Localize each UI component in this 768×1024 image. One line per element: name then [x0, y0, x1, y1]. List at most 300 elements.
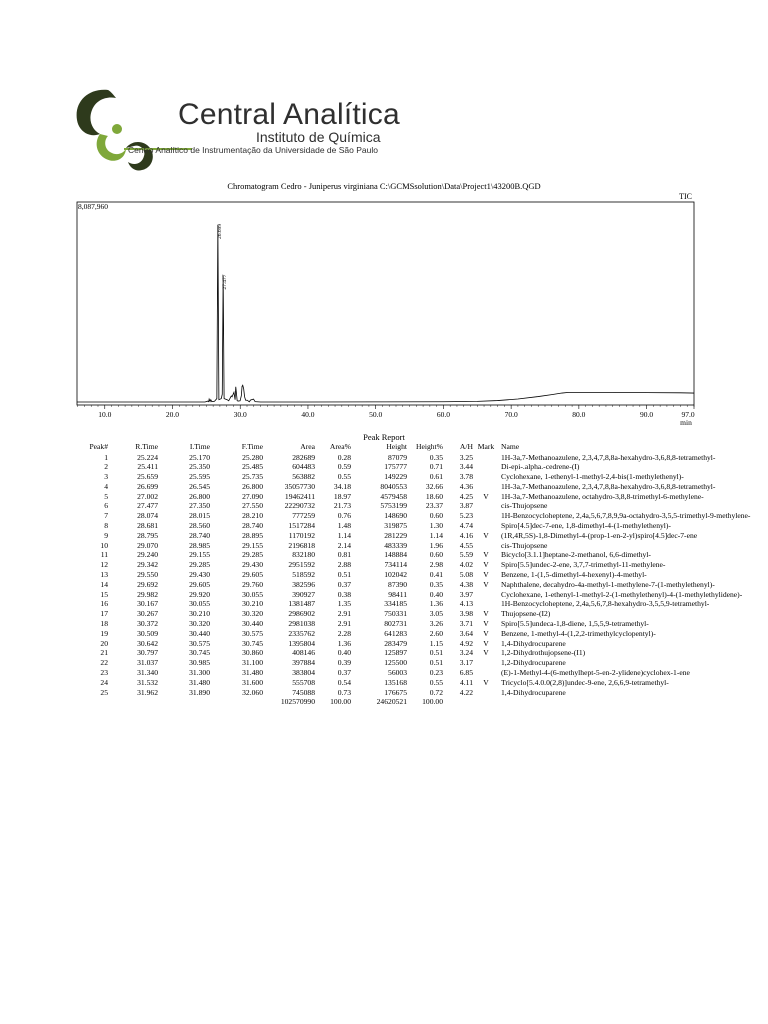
- height-percent-cell: 0.72: [429, 687, 443, 697]
- total-height: 24620521: [376, 697, 407, 707]
- final-time-cell: 28.740: [242, 521, 263, 531]
- x-tick-label: 90.0: [640, 410, 654, 419]
- compound-name-cell: 1,2-Dihydrocuparene: [501, 658, 566, 668]
- retention-time-cell: 30.372: [137, 619, 158, 629]
- height-cell: 283479: [384, 638, 407, 648]
- area-cell: 397884: [292, 658, 315, 668]
- initial-time-cell: 31.300: [189, 668, 210, 678]
- compound-name-cell: Tricyclo[5.4.0.0(2,8)]undec-9-ene, 2,6,6,9-tetramethyl-: [501, 677, 669, 687]
- area-cell: 1517284: [288, 521, 315, 531]
- table-row: [78, 590, 696, 600]
- x-tick-label: 60.0: [436, 410, 450, 419]
- mark-cell: V: [483, 530, 489, 540]
- retention-time-cell: 31.037: [137, 658, 158, 668]
- retention-time-cell: 31.962: [137, 687, 158, 697]
- table-row: [78, 609, 696, 619]
- initial-time-cell: 25.595: [189, 472, 210, 482]
- x-tick-label: 80.0: [572, 410, 586, 419]
- height-percent-cell: 0.60: [429, 550, 443, 560]
- area-height-ratio-cell: 3.71: [459, 619, 473, 629]
- height-cell: 281229: [384, 530, 407, 540]
- mark-cell: V: [483, 628, 489, 638]
- area-height-ratio-cell: 4.36: [459, 481, 473, 491]
- height-cell: 319875: [384, 521, 407, 531]
- compound-name-cell: 1H-Benzocycloheptene, 2,4a,5,6,7,8,9,9a-octahydro-3,5,5-trimethyl-9-methylene-: [501, 511, 751, 521]
- y-max-label: 8,087,960: [78, 202, 108, 211]
- height-cell: 98411: [388, 589, 407, 599]
- mark-cell: [473, 541, 499, 551]
- compound-name-cell: Cyclohexane, 1-ethenyl-1-methyl-2,4-bis(1-methylethenyl)-: [501, 472, 684, 482]
- retention-time-cell: 25.411: [137, 462, 158, 472]
- initial-time-cell: 30.055: [189, 599, 210, 609]
- retention-time-cell: 30.642: [137, 638, 158, 648]
- initial-time-cell: 30.745: [189, 648, 210, 658]
- height-cell: 8040553: [380, 481, 407, 491]
- final-time-cell: 29.760: [242, 579, 263, 589]
- height-cell: 87390: [388, 579, 407, 589]
- area-height-ratio-cell: 5.23: [459, 511, 473, 521]
- mark-cell: V: [483, 560, 489, 570]
- mark-cell: V: [483, 570, 489, 580]
- height-percent-cell: 0.35: [429, 452, 443, 462]
- height-cell: 125500: [384, 658, 407, 668]
- peak-time-label: 26.699: [216, 223, 223, 240]
- x-tick-label: 97.0: [681, 410, 695, 419]
- retention-time-cell: 28.681: [137, 521, 158, 531]
- peak-number-cell: 21: [100, 648, 108, 658]
- area-height-ratio-cell: 4.13: [459, 599, 473, 609]
- table-row: [78, 668, 696, 678]
- mark-cell: [473, 511, 499, 521]
- col-header-height: Height: [386, 442, 407, 452]
- x-tick-label: 70.0: [504, 410, 518, 419]
- area-height-ratio-cell: 3.44: [459, 462, 473, 472]
- height-percent-cell: 1.30: [429, 521, 443, 531]
- initial-time-cell: 30.985: [189, 658, 210, 668]
- area-cell: 2196818: [288, 540, 315, 550]
- initial-time-cell: 29.605: [189, 579, 210, 589]
- mark-cell: V: [483, 677, 489, 687]
- col-header-ah: A/H: [459, 442, 473, 452]
- col-header-rtime: R.Time: [135, 442, 158, 452]
- mark-cell: [473, 472, 499, 482]
- compound-name-cell: Spiro[4.5]dec-7-ene, 1,8-dimethyl-4-(1-methylethenyl)-: [501, 521, 671, 531]
- chromatogram-chart: [0, 190, 768, 430]
- final-time-cell: 28.895: [242, 530, 263, 540]
- initial-time-cell: 30.210: [189, 609, 210, 619]
- peak-number-cell: 3: [104, 472, 108, 482]
- initial-time-cell: 27.350: [189, 501, 210, 511]
- peak-number-cell: 17: [100, 609, 108, 619]
- height-cell: 734114: [384, 560, 407, 570]
- peak-number-cell: 14: [100, 579, 108, 589]
- compound-name-cell: Benzene, 1-methyl-4-(1,2,2-trimethylcyclopentyl)-: [501, 628, 656, 638]
- peak-number-cell: 20: [100, 638, 108, 648]
- final-time-cell: 29.155: [242, 540, 263, 550]
- compound-name-cell: 1,2-Dihydrothujopsene-(I1): [501, 648, 586, 658]
- table-row: [78, 619, 696, 629]
- area-percent-cell: 18.97: [333, 491, 351, 501]
- area-cell: 35057730: [284, 481, 315, 491]
- area-percent-cell: 2.14: [337, 540, 351, 550]
- compound-name-cell: cis-Thujopsene: [501, 501, 548, 511]
- area-percent-cell: 1.48: [337, 521, 351, 531]
- final-time-cell: 25.485: [242, 462, 263, 472]
- x-axis-ticks: [78, 405, 695, 419]
- height-cell: 56003: [388, 668, 407, 678]
- height-percent-cell: 3.05: [429, 609, 443, 619]
- retention-time-cell: 29.692: [137, 579, 158, 589]
- area-height-ratio-cell: 5.08: [459, 570, 473, 580]
- table-row: [78, 472, 696, 482]
- table-row: [78, 580, 696, 590]
- mark-cell: [473, 501, 499, 511]
- area-percent-cell: 2.28: [337, 628, 351, 638]
- area-height-ratio-cell: 4.02: [459, 560, 473, 570]
- peak-number-cell: 11: [100, 550, 108, 560]
- area-cell: 832180: [292, 550, 315, 560]
- area-height-ratio-cell: 4.92: [459, 638, 473, 648]
- area-height-ratio-cell: 4.55: [459, 540, 473, 550]
- area-cell: 1170192: [288, 530, 315, 540]
- col-header-area: Area: [300, 442, 315, 452]
- compound-name-cell: 1,4-Dihydrocuparene: [501, 638, 566, 648]
- area-cell: 1395804: [288, 638, 315, 648]
- peak-number-cell: 10: [100, 540, 108, 550]
- mark-cell: V: [483, 609, 489, 619]
- final-time-cell: 28.210: [242, 511, 263, 521]
- retention-time-cell: 26.699: [137, 481, 158, 491]
- mark-cell: V: [483, 638, 489, 648]
- area-percent-cell: 0.54: [337, 677, 351, 687]
- area-percent-cell: 2.88: [337, 560, 351, 570]
- final-time-cell: 25.280: [242, 452, 263, 462]
- mark-cell: [473, 668, 499, 678]
- area-height-ratio-cell: 5.59: [459, 550, 473, 560]
- height-percent-cell: 0.35: [429, 579, 443, 589]
- area-height-ratio-cell: 3.98: [459, 609, 473, 619]
- cell-swirl-logo-mark: [70, 84, 170, 174]
- height-cell: 125897: [384, 648, 407, 658]
- total-height-pct: 100.00: [422, 697, 443, 707]
- peak-number-cell: 2: [104, 462, 108, 472]
- area-percent-cell: 1.14: [337, 530, 351, 540]
- initial-time-cell: 31.480: [189, 677, 210, 687]
- peak-table-totals-row: [78, 697, 696, 707]
- retention-time-cell: 29.982: [137, 589, 158, 599]
- height-percent-cell: 23.37: [425, 501, 443, 511]
- height-percent-cell: 3.26: [429, 619, 443, 629]
- central-analitica-logo: [70, 84, 410, 174]
- compound-name-cell: Cyclohexane, 1-ethenyl-1-methyl-2-(1-methylethenyl)-4-(1-methylethylidene)-: [501, 589, 743, 599]
- area-percent-cell: 0.59: [337, 462, 351, 472]
- height-cell: 148690: [384, 511, 407, 521]
- initial-time-cell: 29.285: [189, 560, 210, 570]
- initial-time-cell: 31.890: [189, 687, 210, 697]
- retention-time-cell: 28.795: [137, 530, 158, 540]
- area-height-ratio-cell: 4.16: [459, 530, 473, 540]
- area-percent-cell: 0.51: [337, 570, 351, 580]
- height-percent-cell: 1.15: [429, 638, 443, 648]
- final-time-cell: 27.090: [242, 491, 263, 501]
- peak-number-cell: 12: [100, 560, 108, 570]
- initial-time-cell: 29.155: [189, 550, 210, 560]
- retention-time-cell: 30.267: [137, 609, 158, 619]
- area-percent-cell: 0.37: [337, 579, 351, 589]
- area-percent-cell: 1.36: [337, 638, 351, 648]
- peak-report-table: [78, 442, 751, 707]
- table-row: [78, 550, 696, 560]
- height-percent-cell: 0.51: [429, 648, 443, 658]
- peak-number-cell: 13: [100, 570, 108, 580]
- area-cell: 2981038: [288, 619, 315, 629]
- final-time-cell: 31.600: [242, 677, 263, 687]
- compound-name-cell: Thujopsene-(I2): [501, 609, 551, 619]
- area-height-ratio-cell: 3.64: [459, 628, 473, 638]
- mark-cell: V: [483, 619, 489, 629]
- table-row: [78, 453, 696, 463]
- mark-cell: [473, 462, 499, 472]
- height-percent-cell: 0.40: [429, 589, 443, 599]
- mark-cell: [473, 453, 499, 463]
- height-cell: 148884: [384, 550, 407, 560]
- final-time-cell: 30.055: [242, 589, 263, 599]
- peak-table-body: [78, 452, 751, 698]
- table-row: [78, 570, 696, 580]
- channel-label: TIC: [679, 192, 692, 201]
- area-cell: 282689: [292, 452, 315, 462]
- compound-name-cell: 1H-3a,7-Methanoazulene, 2,3,4,7,8,8a-hexahydro-3,6,8,8-tetramethyl-: [501, 481, 716, 491]
- initial-time-cell: 26.800: [189, 491, 210, 501]
- height-percent-cell: 18.60: [425, 491, 443, 501]
- x-tick-label: 10.0: [98, 410, 112, 419]
- mark-cell: [473, 658, 499, 668]
- area-percent-cell: 2.91: [337, 609, 351, 619]
- area-percent-cell: 21.73: [333, 501, 351, 511]
- compound-name-cell: Benzene, 1-(1,5-dimethyl-4-hexenyl)-4-methyl-: [501, 570, 647, 580]
- area-percent-cell: 34.18: [333, 481, 351, 491]
- peak-number-cell: 9: [104, 530, 108, 540]
- table-row: [78, 639, 696, 649]
- compound-name-cell: Spiro[5.5]undeca-1,8-diene, 1,5,5,9-tetramethyl-: [501, 619, 649, 629]
- table-row: [78, 501, 696, 511]
- height-cell: 483339: [384, 540, 407, 550]
- initial-time-cell: 29.920: [189, 589, 210, 599]
- table-row: [78, 531, 696, 541]
- area-height-ratio-cell: 3.78: [459, 472, 473, 482]
- table-row: [78, 648, 696, 658]
- area-percent-cell: 0.37: [337, 668, 351, 678]
- retention-time-cell: 29.070: [137, 540, 158, 550]
- peak-number-cell: 16: [100, 599, 108, 609]
- x-tick-label: 50.0: [369, 410, 383, 419]
- retention-time-cell: 30.509: [137, 628, 158, 638]
- height-percent-cell: 1.14: [429, 530, 443, 540]
- table-row: [78, 521, 696, 531]
- height-cell: 641283: [384, 628, 407, 638]
- retention-time-cell: 27.002: [137, 491, 158, 501]
- peak-table-header-row: [78, 442, 696, 453]
- final-time-cell: 31.480: [242, 668, 263, 678]
- final-time-cell: 30.745: [242, 638, 263, 648]
- initial-time-cell: 25.350: [189, 462, 210, 472]
- x-tick-label: 30.0: [233, 410, 247, 419]
- retention-time-cell: 29.550: [137, 570, 158, 580]
- retention-time-cell: 30.167: [137, 599, 158, 609]
- peak-number-cell: 25: [100, 687, 108, 697]
- initial-time-cell: 25.170: [189, 452, 210, 462]
- retention-time-cell: 25.224: [137, 452, 158, 462]
- compound-name-cell: 1H-3a,7-Methanoazulene, 2,3,4,7,8,8a-hexahydro-3,6,8,8-tetramethyl-: [501, 452, 716, 462]
- area-height-ratio-cell: 3.87: [459, 501, 473, 511]
- area-cell: 1381487: [288, 599, 315, 609]
- chromatogram-title: Chromatogram Cedro - Juniperus virginiana C:\GCMSsolution\Data\Project1\43200B.QGD: [227, 181, 541, 191]
- mark-cell: [473, 521, 499, 531]
- area-height-ratio-cell: 3.97: [459, 589, 473, 599]
- tic-trace-line: [77, 225, 694, 402]
- compound-name-cell: Naphthalene, decahydro-4a-methyl-1-methylene-7-(1-methylethenyl)-: [501, 579, 715, 589]
- area-cell: 745088: [292, 687, 315, 697]
- height-cell: 176675: [384, 687, 407, 697]
- initial-time-cell: 28.740: [189, 530, 210, 540]
- retention-time-cell: 31.532: [137, 677, 158, 687]
- final-time-cell: 27.550: [242, 501, 263, 511]
- retention-time-cell: 28.074: [137, 511, 158, 521]
- height-cell: 5753199: [380, 501, 407, 511]
- area-cell: 2335762: [288, 628, 315, 638]
- area-cell: 555708: [292, 677, 315, 687]
- mark-cell: V: [483, 648, 489, 658]
- area-cell: 563882: [292, 472, 315, 482]
- area-cell: 518592: [292, 570, 315, 580]
- area-height-ratio-cell: 3.24: [459, 648, 473, 658]
- final-time-cell: 30.575: [242, 628, 263, 638]
- area-cell: 383804: [292, 668, 315, 678]
- table-row: [78, 629, 696, 639]
- table-row: [78, 462, 696, 472]
- peak-report-title: Peak Report: [363, 432, 405, 442]
- compound-name-cell: Bicyclo[3.1.1]heptane-2-methanol, 6,6-dimethyl-: [501, 550, 651, 560]
- peak-number-cell: 18: [100, 619, 108, 629]
- peak-number-cell: 23: [100, 668, 108, 678]
- retention-time-cell: 25.659: [137, 472, 158, 482]
- peak-number-cell: 7: [104, 511, 108, 521]
- area-cell: 19462411: [284, 491, 315, 501]
- mark-cell: V: [483, 579, 489, 589]
- brand-name: Central Analítica: [178, 98, 400, 131]
- compound-name-cell: 1H-3a,7-Methanoazulene, octahydro-3,8,8-trimethyl-6-methylene-: [501, 491, 704, 501]
- height-cell: 802731: [384, 619, 407, 629]
- area-percent-cell: 0.28: [337, 452, 351, 462]
- plot-frame: [77, 202, 694, 405]
- height-percent-cell: 2.60: [429, 628, 443, 638]
- area-height-ratio-cell: 6.85: [459, 668, 473, 678]
- final-time-cell: 29.285: [242, 550, 263, 560]
- area-height-ratio-cell: 4.74: [459, 521, 473, 531]
- peak-number-cell: 19: [100, 628, 108, 638]
- initial-time-cell: 29.430: [189, 570, 210, 580]
- area-percent-cell: 0.73: [337, 687, 351, 697]
- area-percent-cell: 1.35: [337, 599, 351, 609]
- final-time-cell: 29.605: [242, 570, 263, 580]
- table-row: [78, 560, 696, 570]
- table-row: [78, 482, 696, 492]
- table-row: [78, 688, 696, 698]
- compound-name-cell: cis-Thujopsene: [501, 540, 548, 550]
- x-tick-label: 40.0: [301, 410, 315, 419]
- area-percent-cell: 0.40: [337, 648, 351, 658]
- height-cell: 102042: [384, 570, 407, 580]
- compound-name-cell: 1,4-Dihydrocuparene: [501, 687, 566, 697]
- initial-time-cell: 28.985: [189, 540, 210, 550]
- compound-name-cell: 1H-Benzocycloheptene, 2,4a,5,6,7,8-hexahydro-3,5,5,9-tetramethyl-: [501, 599, 710, 609]
- area-cell: 390927: [292, 589, 315, 599]
- height-cell: 87079: [388, 452, 407, 462]
- area-percent-cell: 0.55: [337, 472, 351, 482]
- height-cell: 135168: [384, 677, 407, 687]
- area-cell: 408146: [292, 648, 315, 658]
- retention-time-cell: 27.477: [137, 501, 158, 511]
- height-percent-cell: 0.71: [429, 462, 443, 472]
- compound-name-cell: (E)-1-Methyl-4-(6-methylhept-5-en-2-ylidene)cyclohex-1-ene: [501, 668, 690, 678]
- col-header-itime: I.Time: [189, 442, 210, 452]
- height-cell: 175777: [384, 462, 407, 472]
- height-percent-cell: 0.23: [429, 668, 443, 678]
- col-header-height-pct: Height%: [416, 442, 443, 452]
- total-area-pct: 100.00: [330, 697, 351, 707]
- initial-time-cell: 28.560: [189, 521, 210, 531]
- final-time-cell: 29.430: [242, 560, 263, 570]
- area-cell: 604483: [292, 462, 315, 472]
- peak-number-cell: 6: [104, 501, 108, 511]
- x-unit-label: min: [680, 418, 692, 427]
- height-percent-cell: 1.36: [429, 599, 443, 609]
- initial-time-cell: 30.440: [189, 628, 210, 638]
- final-time-cell: 30.440: [242, 619, 263, 629]
- logo-tagline: Centro Analítico de Instrumentação da Universidade de São Paulo: [128, 145, 378, 155]
- retention-time-cell: 30.797: [137, 648, 158, 658]
- total-area: 102570990: [280, 697, 315, 707]
- height-cell: 149229: [384, 472, 407, 482]
- height-percent-cell: 1.96: [429, 540, 443, 550]
- table-row: [78, 511, 696, 521]
- area-cell: 22290732: [284, 501, 315, 511]
- compound-name-cell: Di-epi-.alpha.-cedrene-(I): [501, 462, 580, 472]
- compound-name-cell: (1R,4R,5S)-1,8-Dimethyl-4-(prop-1-en-2-yl)spiro[4.5]dec-7-ene: [501, 530, 698, 540]
- col-header-area-pct: Area%: [329, 442, 351, 452]
- col-header-peak: Peak#: [89, 442, 108, 452]
- area-height-ratio-cell: 3.25: [459, 452, 473, 462]
- area-cell: 2951592: [288, 560, 315, 570]
- mark-cell: [473, 590, 499, 600]
- area-height-ratio-cell: 3.17: [459, 658, 473, 668]
- table-row: [78, 492, 696, 502]
- retention-time-cell: 29.342: [137, 560, 158, 570]
- mark-cell: [473, 482, 499, 492]
- retention-time-cell: 29.240: [137, 550, 158, 560]
- mark-cell: [473, 688, 499, 698]
- retention-time-cell: 31.340: [137, 668, 158, 678]
- peak-number-cell: 1: [104, 452, 108, 462]
- col-header-ftime: F.Time: [241, 442, 263, 452]
- height-percent-cell: 32.66: [425, 481, 443, 491]
- area-cell: 2986902: [288, 609, 315, 619]
- final-time-cell: 26.800: [242, 481, 263, 491]
- initial-time-cell: 28.015: [189, 511, 210, 521]
- height-cell: 750331: [384, 609, 407, 619]
- final-time-cell: 32.060: [242, 687, 263, 697]
- height-percent-cell: 0.60: [429, 511, 443, 521]
